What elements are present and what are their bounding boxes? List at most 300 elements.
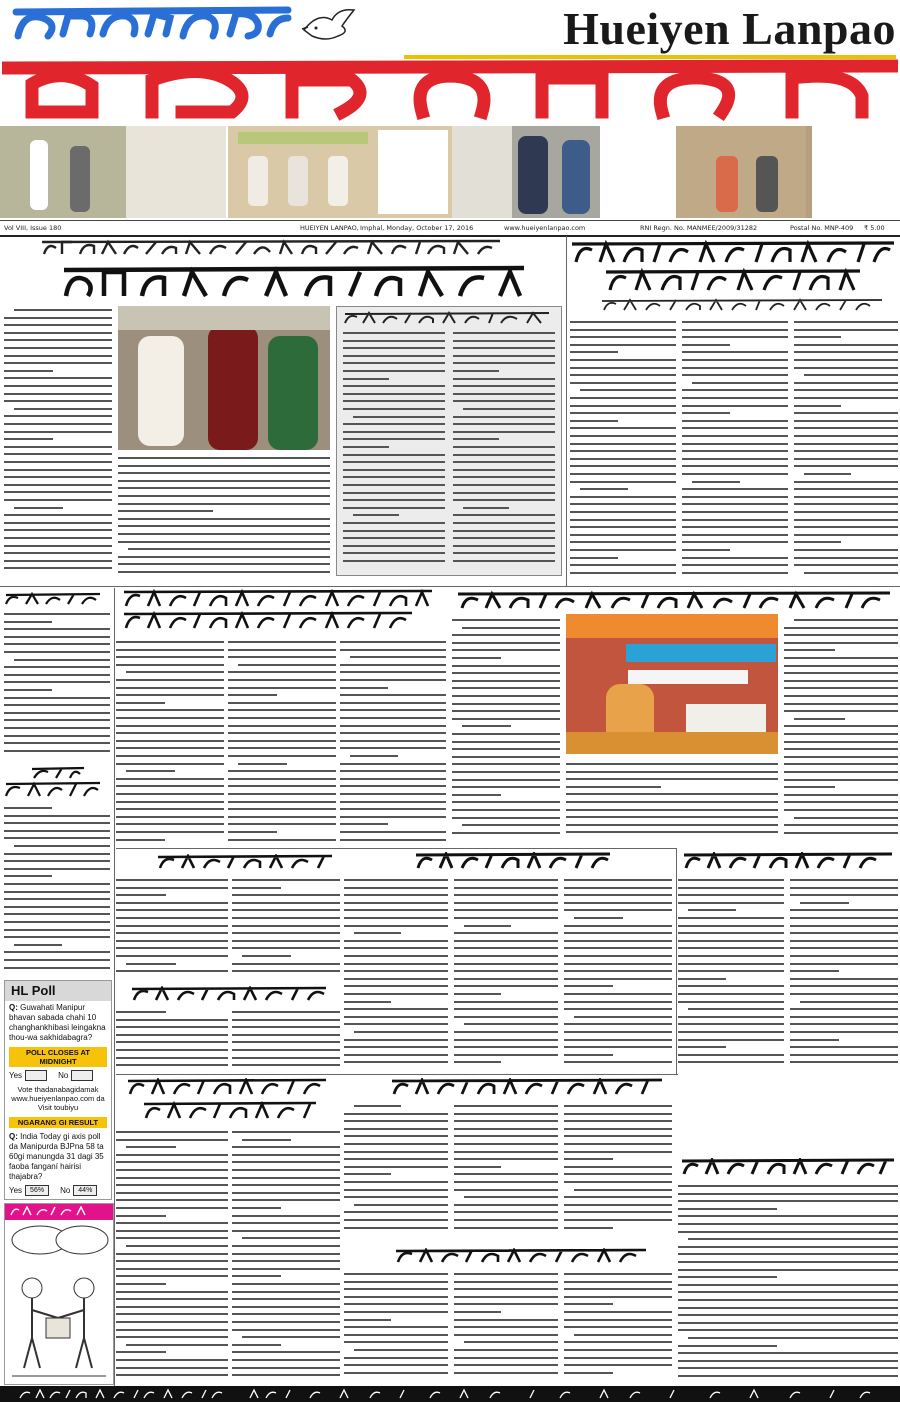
text-line [343, 362, 445, 364]
text-line [454, 1296, 558, 1298]
text-line [4, 853, 110, 855]
lead-sidebar-box [336, 306, 562, 576]
text-line [116, 747, 224, 749]
text-line [340, 793, 446, 795]
text-line [344, 894, 448, 896]
text-line [116, 763, 224, 765]
text-line [228, 656, 336, 658]
text-line [344, 1120, 448, 1122]
text-line [126, 770, 175, 772]
text-line [14, 408, 112, 410]
text-line [118, 465, 330, 467]
story-row3-b-headline [130, 986, 330, 1004]
text-line [344, 1143, 448, 1145]
text-line [462, 824, 560, 826]
row3-b-col-1 [116, 1008, 228, 1068]
text-line [4, 815, 110, 817]
text-line [794, 526, 898, 528]
poll-no-box[interactable] [71, 1070, 93, 1081]
text-line [452, 710, 560, 712]
text-line [232, 1146, 340, 1148]
text-line [4, 830, 110, 832]
text-line [354, 1105, 401, 1107]
text-line [564, 1054, 613, 1056]
text-line [116, 932, 228, 934]
text-line [454, 932, 558, 934]
brand-script-red [2, 56, 898, 122]
poll-result-question-text: India Today gi axis poll da Manipurda BJPna 58 ta 60gi manungda 31 dagi 35 faoba fanganí hairisi thajabra? [9, 1132, 104, 1181]
middle-story-1-headline [122, 588, 442, 632]
text-line [4, 898, 110, 900]
text-line [794, 443, 898, 445]
right-top-col-2 [682, 318, 788, 580]
text-line [344, 1372, 448, 1374]
text-line [790, 1046, 898, 1048]
text-line [452, 665, 560, 667]
text-line [452, 672, 560, 674]
text-line [454, 1158, 558, 1160]
text-line [678, 1269, 898, 1271]
text-line [344, 1281, 448, 1283]
text-line [454, 1357, 558, 1359]
text-line [574, 1016, 672, 1018]
right-bottom-text [678, 1182, 898, 1382]
story-right-lower [678, 850, 900, 1070]
poll-result-question [5, 1130, 111, 1184]
text-line [784, 627, 898, 629]
text-line [794, 321, 898, 323]
text-line [570, 557, 618, 559]
text-line [344, 947, 448, 949]
text-line [116, 902, 228, 904]
text-line [344, 1023, 448, 1025]
text-line [564, 1158, 613, 1160]
text-line [118, 495, 330, 497]
text-line [453, 332, 555, 334]
text-line [4, 860, 110, 862]
text-line [242, 1336, 340, 1338]
row4-b-col-2 [454, 1102, 558, 1232]
dateline-bar [0, 220, 900, 237]
text-line [343, 507, 445, 509]
text-line [682, 450, 788, 452]
text-line [453, 438, 499, 440]
text-line [452, 779, 560, 781]
text-line [126, 671, 224, 673]
text-line [570, 435, 676, 437]
text-line [232, 1026, 340, 1028]
text-line [353, 514, 399, 516]
right-top-col-1 [570, 318, 676, 580]
text-line [4, 936, 110, 938]
poll-result-row [5, 1184, 111, 1197]
text-line [688, 1238, 898, 1240]
text-line [343, 378, 389, 380]
strip-photo-3 [452, 126, 674, 218]
text-line [564, 955, 672, 957]
text-line [454, 1273, 558, 1275]
text-line [344, 1273, 448, 1275]
text-line [453, 347, 555, 349]
text-line [564, 1151, 672, 1153]
text-line [454, 1008, 558, 1010]
text-line [678, 1039, 784, 1041]
text-line [454, 1151, 558, 1153]
text-line [570, 572, 676, 574]
text-line [344, 1113, 448, 1115]
text-line [570, 534, 676, 536]
text-line [453, 400, 555, 402]
text-line [570, 519, 676, 521]
text-line [228, 717, 336, 719]
text-line [4, 453, 112, 455]
text-line [116, 1049, 228, 1051]
text-line [116, 1207, 228, 1209]
text-line [794, 619, 898, 621]
story-row3-c [344, 850, 674, 1070]
text-line [343, 537, 445, 539]
text-line [344, 1001, 391, 1003]
text-line [784, 649, 835, 651]
text-line [4, 891, 110, 893]
text-line [564, 1349, 672, 1351]
text-line [118, 571, 330, 573]
text-line [564, 879, 672, 881]
text-line [452, 786, 560, 788]
text-line [790, 947, 898, 949]
text-line [116, 1253, 228, 1255]
text-line [794, 718, 845, 720]
text-line [570, 374, 676, 376]
text-line [4, 476, 112, 478]
text-line [454, 978, 558, 980]
text-line [4, 355, 112, 357]
hl-poll-box [4, 980, 112, 1200]
text-line [453, 484, 555, 486]
text-line [682, 427, 788, 429]
row4-c-col-2 [454, 1270, 558, 1380]
text-line [454, 917, 558, 919]
text-line [454, 1189, 558, 1191]
text-line [228, 740, 336, 742]
text-line [784, 665, 898, 667]
text-line [564, 909, 672, 911]
text-line [678, 1375, 898, 1377]
text-line [343, 370, 445, 372]
text-line [116, 1026, 228, 1028]
text-line [453, 522, 555, 524]
text-line [564, 1341, 672, 1343]
text-line [794, 450, 898, 452]
text-line [118, 487, 330, 489]
divider-2 [116, 848, 676, 849]
text-line [454, 887, 558, 889]
text-line [4, 681, 110, 683]
text-line [116, 785, 224, 787]
text-line [4, 883, 110, 885]
text-line [340, 702, 446, 704]
text-line [344, 1357, 448, 1359]
poll-question-text: Guwahati Manipur bhavan sabada chahi 10 changhankhibasi leingakna thou-wa sakhidabagra? [9, 1003, 106, 1042]
text-line [784, 824, 898, 826]
text-line [682, 526, 788, 528]
text-line [116, 1374, 228, 1376]
text-line [232, 963, 340, 965]
text-line [570, 397, 676, 399]
text-line [790, 879, 898, 881]
text-line [453, 552, 555, 554]
text-line [228, 725, 336, 727]
text-line [454, 1204, 558, 1206]
text-line [118, 457, 330, 459]
text-line [4, 807, 52, 809]
text-line [678, 1314, 898, 1316]
text-line [232, 1329, 340, 1331]
text-line [453, 378, 555, 380]
text-line [340, 740, 446, 742]
story-row3-c-headline [414, 852, 614, 872]
text-line [116, 947, 228, 949]
text-line [564, 1166, 672, 1168]
text-line [340, 770, 446, 772]
text-line [232, 1199, 340, 1201]
text-line [564, 1296, 672, 1298]
text-line [116, 1034, 228, 1036]
sidebar-column-2 [453, 329, 555, 569]
text-line [682, 397, 788, 399]
text-line [790, 887, 898, 889]
text-line [340, 687, 388, 689]
text-line [794, 541, 841, 543]
text-line [454, 1303, 558, 1305]
text-line [4, 362, 112, 364]
text-line [784, 756, 898, 758]
text-line [570, 405, 676, 407]
text-line [454, 1281, 558, 1283]
story-row3-a [116, 850, 342, 1070]
text-line [116, 725, 224, 727]
text-line [682, 359, 788, 361]
text-line [564, 1311, 672, 1313]
text-line [454, 970, 558, 972]
text-line [564, 947, 672, 949]
poll-yes-box[interactable] [25, 1070, 47, 1081]
text-line [116, 1313, 228, 1315]
text-line [344, 1046, 448, 1048]
text-line [340, 725, 446, 727]
text-line [4, 339, 112, 341]
text-line [14, 659, 110, 661]
story-row4-a [116, 1076, 342, 1384]
text-line [116, 1336, 228, 1338]
text-line [232, 1184, 340, 1186]
divider-v-2 [114, 588, 115, 1388]
text-line [570, 541, 676, 543]
text-line [804, 473, 851, 475]
text-line [116, 1169, 228, 1171]
text-line [564, 1128, 672, 1130]
text-line [790, 1031, 898, 1033]
text-line [232, 925, 340, 927]
text-line [116, 970, 228, 972]
text-line [228, 679, 336, 681]
text-line [232, 1049, 340, 1051]
text-line [4, 621, 52, 623]
text-line [343, 400, 445, 402]
text-line [784, 779, 898, 781]
text-line [682, 465, 788, 467]
text-line [344, 1341, 448, 1343]
text-line [790, 1061, 898, 1063]
text-line [570, 458, 676, 460]
text-line [4, 628, 110, 630]
text-line [228, 671, 336, 673]
text-line [228, 785, 336, 787]
text-line [678, 963, 784, 965]
text-line [340, 839, 446, 841]
text-line [682, 435, 788, 437]
text-line [566, 801, 778, 803]
text-line [682, 572, 788, 574]
text-line [116, 1011, 166, 1013]
text-line [4, 499, 112, 501]
text-line [343, 454, 445, 456]
text-line [116, 1199, 228, 1201]
text-line [232, 1306, 340, 1308]
text-line [344, 1061, 448, 1063]
middle-story-1 [116, 588, 448, 848]
text-line [344, 993, 448, 995]
text-line [4, 400, 112, 402]
text-line [116, 717, 224, 719]
text-line [4, 906, 110, 908]
text-line [678, 1185, 898, 1187]
text-line [228, 793, 336, 795]
text-line [116, 801, 224, 803]
text-line [343, 347, 445, 349]
text-line [564, 1303, 613, 1305]
text-line [116, 664, 224, 666]
masthead-title: Hueiyen Lanpao [563, 3, 896, 54]
text-line [678, 917, 784, 919]
text-line [4, 347, 112, 349]
text-line [116, 816, 224, 818]
text-line [232, 1222, 340, 1224]
text-line [800, 1001, 898, 1003]
text-line [344, 1054, 448, 1056]
text-line [126, 1344, 228, 1346]
text-line [784, 725, 898, 727]
text-line [242, 955, 291, 957]
text-line [452, 649, 560, 651]
text-line [116, 1154, 228, 1156]
cartoon-box [4, 1203, 114, 1385]
text-line [453, 340, 555, 342]
text-line [344, 1326, 448, 1328]
text-line [452, 634, 560, 636]
text-line [784, 672, 898, 674]
text-line [232, 887, 281, 889]
text-line [4, 929, 110, 931]
text-line [4, 822, 110, 824]
lead-headline [60, 262, 530, 302]
text-line [678, 947, 784, 949]
text-line [343, 492, 445, 494]
text-line [344, 1016, 448, 1018]
text-line [343, 560, 445, 562]
text-line [688, 1337, 898, 1339]
text-line [790, 909, 898, 911]
text-line [4, 967, 110, 969]
text-line [454, 1016, 558, 1018]
text-line [790, 1023, 898, 1025]
text-line [454, 1113, 558, 1115]
text-line [452, 680, 560, 682]
text-line [343, 408, 445, 410]
masthead [0, 0, 900, 122]
row3-c-col-2 [454, 876, 558, 1066]
text-line [452, 832, 560, 834]
text-line [566, 816, 778, 818]
text-line [340, 664, 446, 666]
text-line [343, 476, 445, 478]
text-line [790, 894, 898, 896]
text-line [794, 367, 898, 369]
text-line [564, 1001, 672, 1003]
text-line [464, 925, 511, 927]
text-line [4, 712, 110, 714]
text-line [116, 687, 224, 689]
poll-result-yes-label: Yes [9, 1186, 23, 1195]
text-line [678, 1360, 898, 1362]
text-line [232, 1298, 340, 1300]
text-line [570, 473, 676, 475]
text-line [794, 405, 841, 407]
text-line [4, 431, 112, 433]
text-line [790, 940, 898, 942]
text-line [454, 1046, 558, 1048]
text-line [784, 801, 898, 803]
text-line [4, 704, 110, 706]
text-line [570, 450, 676, 452]
text-line [564, 1143, 672, 1145]
text-line [794, 481, 898, 483]
text-line [678, 1215, 898, 1217]
text-line [678, 1276, 777, 1278]
text-line [454, 947, 558, 949]
text-line [116, 1298, 228, 1300]
text-line [454, 1128, 558, 1130]
text-line [454, 1039, 558, 1041]
text-line [116, 1237, 228, 1239]
text-line [784, 741, 898, 743]
text-line [682, 541, 788, 543]
text-line [232, 1041, 340, 1043]
text-line [564, 1023, 672, 1025]
text-line [232, 1230, 340, 1232]
row4-c-col-1 [344, 1270, 448, 1380]
row3-c-col-3 [564, 876, 672, 1066]
text-line [232, 1344, 281, 1346]
text-line [232, 1283, 340, 1285]
left-col-text-2 [4, 804, 110, 974]
text-line [564, 1196, 672, 1198]
text-line [116, 793, 224, 795]
text-line [116, 1222, 228, 1224]
text-line [692, 481, 740, 483]
text-line [4, 484, 112, 486]
text-line [678, 1054, 784, 1056]
